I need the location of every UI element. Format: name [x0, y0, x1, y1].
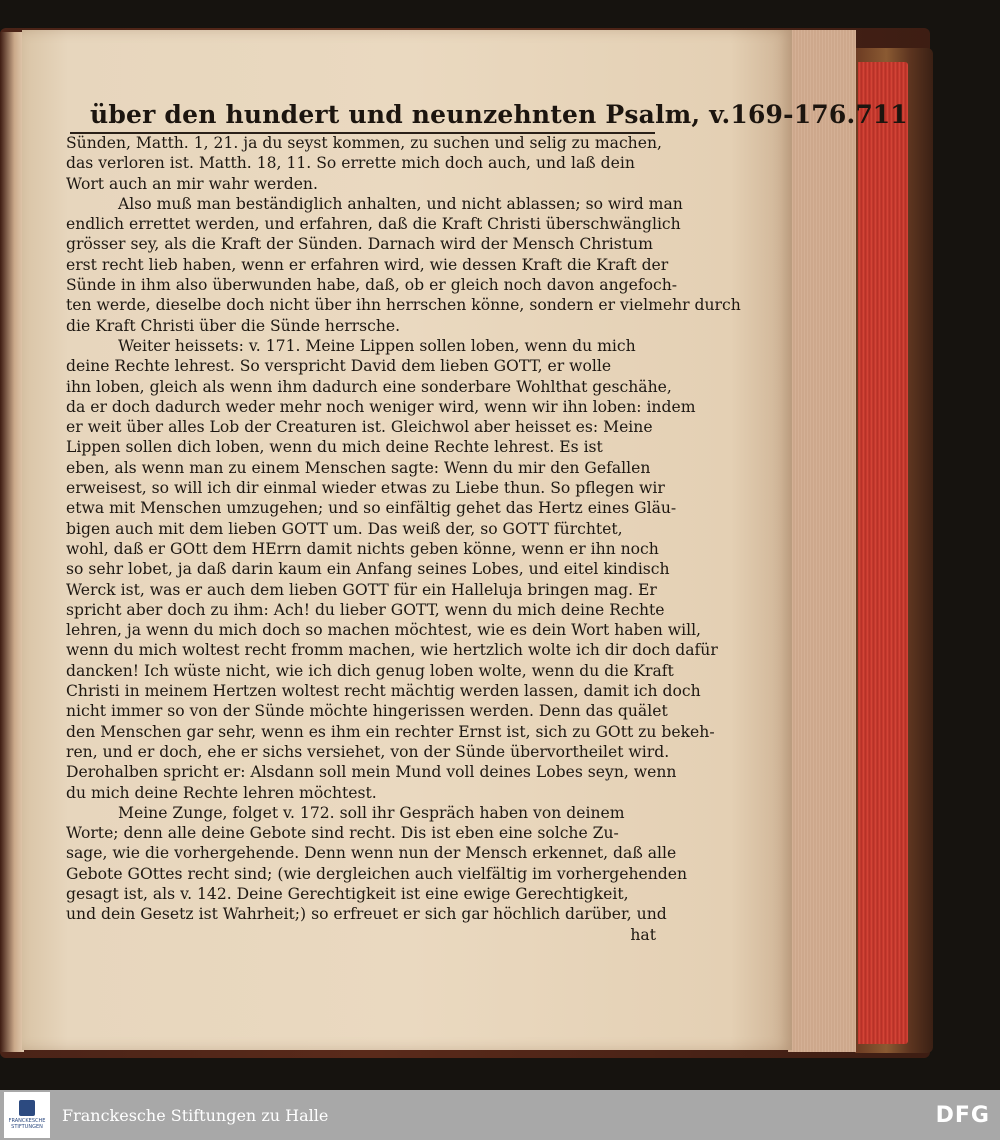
text-line: bigen auch mit dem lieben GOTT um. Das weiß der, so GOTT fürchtet,: [66, 519, 623, 538]
text-line: Derohalben spricht er: Alsdann soll mein Mund voll deines Lobes seyn, wenn: [66, 763, 677, 782]
text-line: er weit über alles Lob der Creaturen ist. Gleichwol aber heisset es: Meine: [66, 418, 653, 437]
text-line: ihn loben, gleich als wenn ihm dadurch eine sonderbare Wohlthat geschähe,: [66, 377, 672, 396]
text-line: du mich deine Rechte lehren möchtest.: [66, 783, 377, 802]
running-title: über den hundert und neunzehnten Psalm, v.169-176.: [90, 100, 856, 129]
viewer-footer: [0, 1090, 1000, 1140]
text-line: lehren, ja wenn du mich doch so machen möchtest, wie es dein Wort haben will,: [66, 621, 702, 640]
text-line: grösser sey, als die Kraft der Sünden. Darnach wird der Mensch Christum: [66, 235, 653, 254]
text-line: Sünde in ihm also überwunden habe, daß, ob er gleich noch davon angefoch-: [66, 276, 678, 295]
dfg-logo[interactable]: DFG: [935, 1103, 990, 1128]
text-line: Sünden, Matth. 1, 21. ja du seyst kommen, zu suchen und selig zu machen,: [66, 134, 662, 152]
text-line: endlich errettet werden, und erfahren, daß die Kraft Christi überschwänglich: [66, 215, 681, 234]
building-icon: [19, 1100, 35, 1116]
paragraph-start-line: Weiter heissets: v. 171. Meine Lippen sollen loben, wenn du mich: [118, 336, 636, 355]
paragraph-start-line: Also muß man beständiglich anhalten, und nicht ablassen; so wird man: [118, 194, 683, 213]
text-line: Werck ist, was er auch dem lieben GOTT für ein Halleluja bringen mag. Er: [66, 580, 657, 599]
running-header: [70, 88, 908, 134]
catchword: hat: [630, 925, 656, 944]
text-line: Lippen sollen dich loben, wenn du mich deine Rechte lehrest. Es ist: [66, 438, 603, 457]
text-line: eben, als wenn man zu einem Menschen sagte: Wenn du mir den Gefallen: [66, 458, 651, 477]
text-line: gesagt ist, als v. 142. Deine Gerechtigkeit ist eine ewige Gerechtigkeit,: [66, 884, 629, 903]
text-line: ren, und er doch, ehe er sichs versiehet, von der Sünde übervortheilet wird.: [66, 742, 670, 761]
page-body: [66, 133, 741, 945]
text-line: sage, wie die vorhergehende. Denn wenn nun der Mensch erkennet, daß alle: [66, 844, 677, 863]
page-number: 711: [855, 100, 908, 129]
text-line: Wort auch an mir wahr werden.: [66, 174, 318, 193]
red-page-edge: [858, 62, 908, 1044]
facing-page-edge: [0, 32, 24, 1052]
text-line: dancken! Ich wüste nicht, wie ich dich genug loben wolte, wenn du die Kraft: [66, 661, 674, 680]
text-line: Christi in meinem Hertzen woltest recht mächtig werden lassen, damit ich doch: [66, 682, 701, 701]
text-line: und dein Gesetz ist Wahrheit;) so erfreuet er sich gar höchlich darüber, und: [66, 905, 667, 924]
text-line: etwa mit Menschen umzugehen; und so einfältig gehet das Hertz eines Gläu-: [66, 499, 677, 518]
text-line: spricht aber doch zu ihm: Ach! du lieber GOTT, wenn du mich deine Rechte: [66, 600, 665, 619]
text-line: das verloren ist. Matth. 18, 11. So errette mich doch auch, und laß dein: [66, 154, 635, 173]
text-line: deine Rechte lehrest. So verspricht David dem lieben GOTT, er wolle: [66, 357, 612, 376]
page-stack-edge: [788, 30, 856, 1052]
text-line: den Menschen gar sehr, wenn es ihm ein rechter Ernst ist, sich zu GOtt zu bekeh-: [66, 722, 715, 741]
text-line: so sehr lobet, ja daß darin kaum ein Anfang seines Lobes, und eitel kindisch: [66, 560, 670, 579]
text-line: wohl, daß er GOtt dem HErrn damit nichts geben könne, wenn er ihn noch: [66, 539, 659, 558]
text-line: wenn du mich woltest recht fromm machen, wie hertzlich wolte ich dir doch dafür: [66, 641, 718, 660]
text-line: nicht immer so von der Sünde möchte hingerissen werden. Denn das quälet: [66, 702, 668, 721]
text-line: Worte; denn alle deine Gebote sind recht. Dis ist eben eine solche Zu-: [66, 824, 619, 843]
text-line: da er doch dadurch weder mehr noch weniger wird, wenn wir ihn loben: indem: [66, 397, 696, 416]
text-line: ten werde, dieselbe doch nicht über ihn herrschen könne, sondern er vielmehr durch: [66, 296, 741, 315]
institution-name[interactable]: Franckesche Stiftungen zu Halle: [62, 1105, 329, 1125]
franckesche-logo[interactable]: [4, 1092, 50, 1138]
text-line: erst recht lieb haben, wenn er erfahren wird, wie dessen Kraft die Kraft der: [66, 255, 669, 274]
text-line: erweisest, so will ich dir einmal wieder etwas zu Liebe thun. So pflegen wir: [66, 479, 665, 498]
text-line: Gebote GOttes recht sind; (wie dergleichen auch vielfältig im vorhergehenden: [66, 864, 688, 883]
paragraph-start-line: Meine Zunge, folget v. 172. soll ihr Gespräch haben von deinem: [118, 803, 625, 822]
text-line: die Kraft Christi über die Sünde herrsche.: [66, 316, 401, 335]
logo-caption: FRANCKESCHE STIFTUNGEN: [8, 1118, 46, 1130]
